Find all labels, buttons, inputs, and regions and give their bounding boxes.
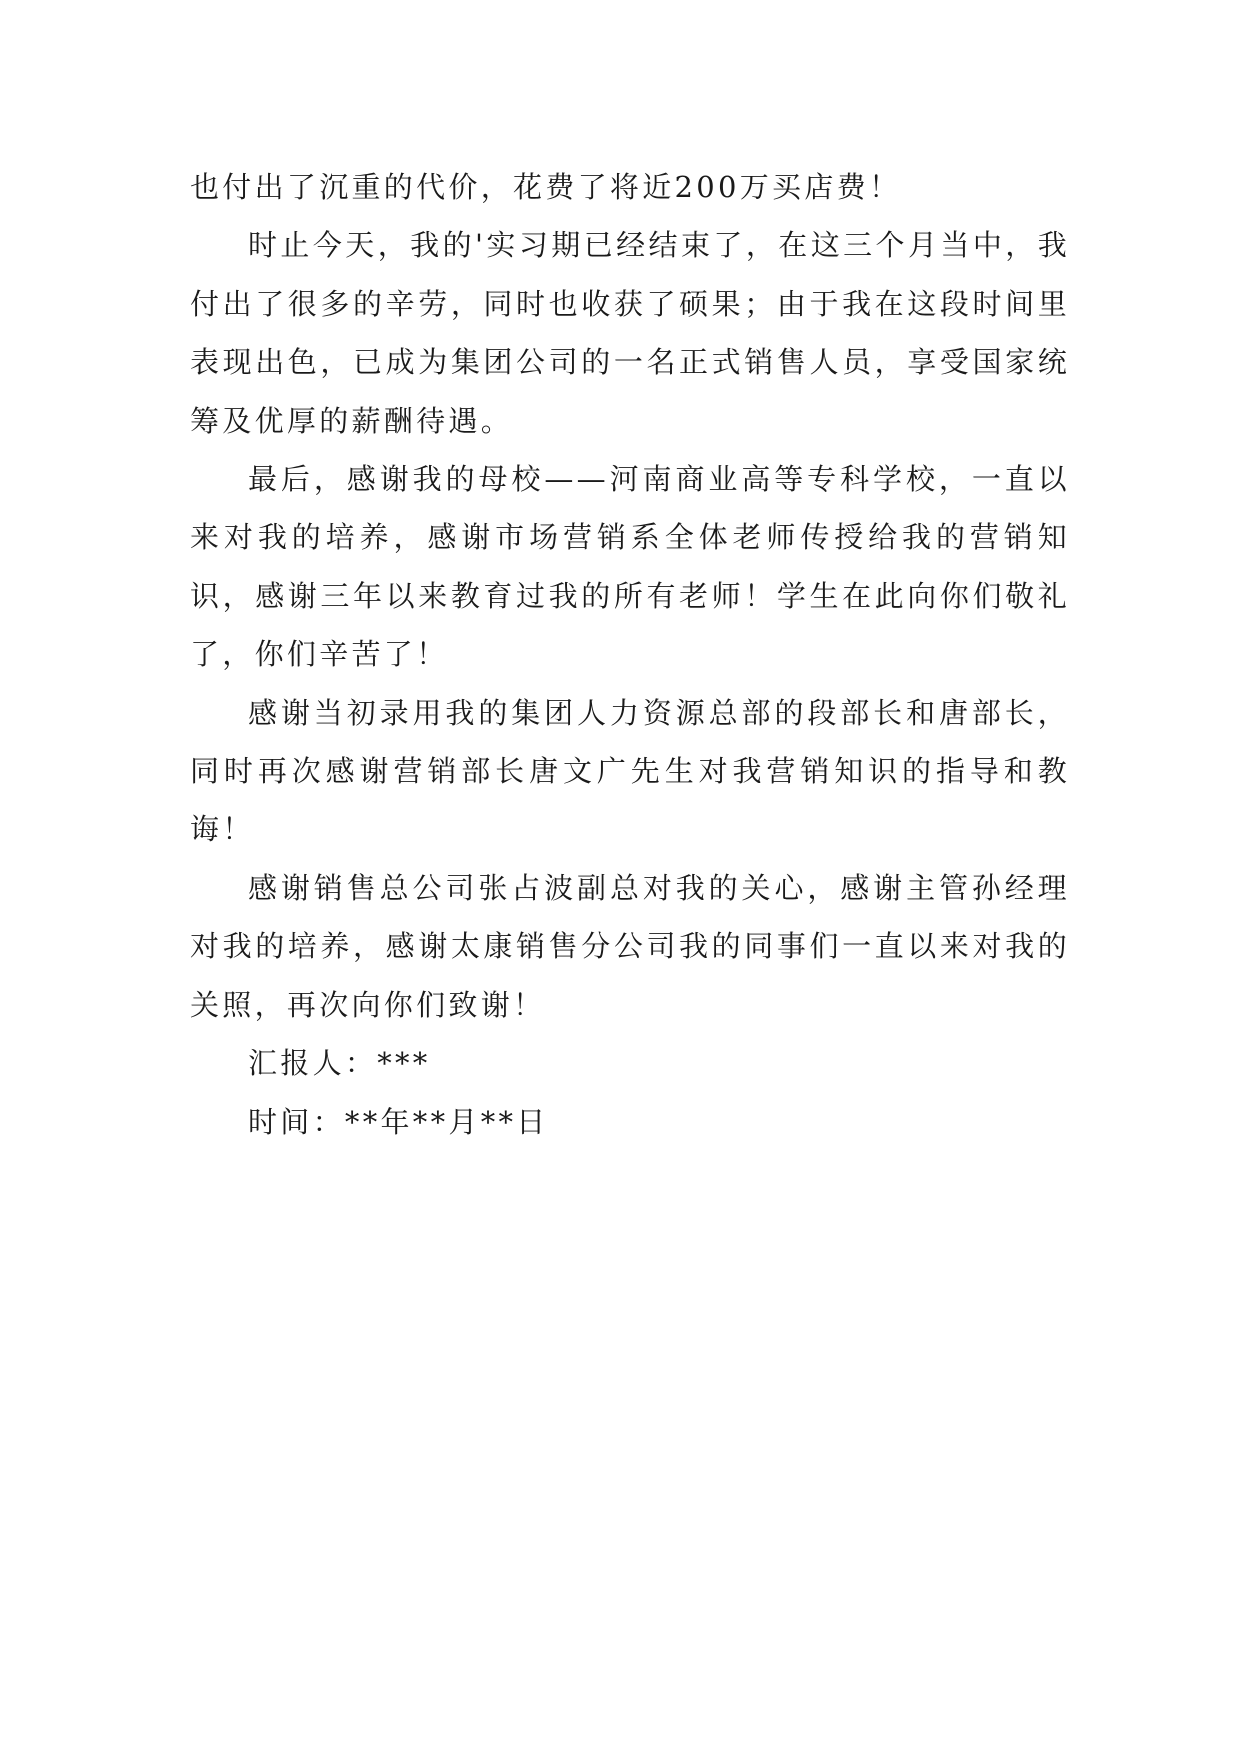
paragraph-thanks-school: 最后，感谢我的母校——河南商业高等专科学校，一直以来对我的培养，感谢市场营销系全体老师传授给我的营销知识，感谢三年以来教育过我的所有老师！学生在此向你们敬礼了，你们辛苦了！ — [190, 462, 1070, 672]
reporter-line: 汇报人：*** — [248, 1046, 431, 1081]
paragraph-internship: 时止今天，我的'实习期已经结束了，在这三个月当中，我付出了很多的辛劳，同时也收获了硕果；由于我在这段时间里表现出色，已成为集团公司的一名正式销售人员，享受国家统筹及优厚的薪酬待遇。 — [190, 228, 1070, 438]
document-body — [190, 158, 1070, 1151]
paragraph-continuation: 也付出了沉重的代价，花费了将近200万买店费！ — [190, 170, 902, 204]
paragraph-thanks-hr: 感谢当初录用我的集团人力资源总部的段部长和唐部长，同时再次感谢营销部长唐文广先生对我营销知识的指导和教诲！ — [190, 695, 1070, 847]
date-line: 时间：**年**月**日 — [248, 1104, 549, 1139]
paragraph-thanks-colleagues: 感谢销售总公司张占波副总对我的关心，感谢主管孙经理对我的培养，感谢太康销售分公司我的同事们一直以来对我的关照，再次向你们致谢！ — [190, 870, 1070, 1022]
